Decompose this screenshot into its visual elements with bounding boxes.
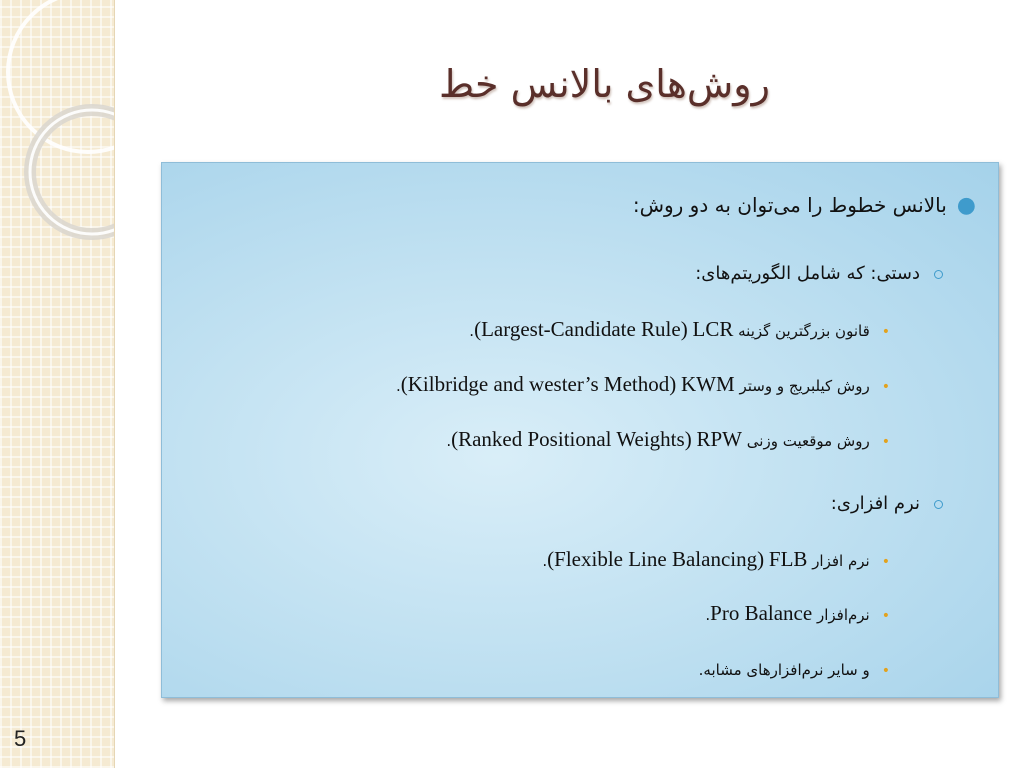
item-en: (Kilbridge and wester’s Method)	[400, 372, 677, 396]
bullet-small-dot-icon: •	[881, 434, 890, 450]
item-abbr: LCR	[692, 317, 734, 341]
level3-item	[542, 547, 890, 572]
item-end: .	[705, 606, 711, 624]
item-fa: نرم‌افزار	[816, 606, 870, 624]
item-end: .	[542, 552, 548, 570]
level1-text: بالانس خطوط را می‌توان به دو روش:	[632, 193, 947, 217]
level3-item	[469, 317, 890, 342]
level2-item-manual	[695, 263, 943, 284]
bullet-ring-icon	[934, 270, 943, 279]
manual-label: دستی: که شامل الگوریتم‌های:	[695, 263, 920, 284]
item-abbr: RPW	[696, 427, 742, 451]
item-fa: روش موقعیت وزنی	[746, 432, 870, 450]
bullet-dot-icon: ●	[956, 193, 976, 218]
content-box	[161, 162, 999, 698]
level3-item	[699, 661, 890, 679]
side-decoration-strip	[0, 0, 115, 768]
deco-ring-large	[8, 0, 114, 152]
item-en: (Largest-Candidate Rule)	[474, 317, 688, 341]
bullet-small-dot-icon: •	[881, 608, 890, 624]
bullet-small-dot-icon: •	[881, 554, 890, 570]
item-abbr: Pro Balance	[710, 601, 813, 625]
item-end: .	[446, 432, 452, 450]
level3-item	[396, 372, 890, 397]
bullet-small-dot-icon: •	[881, 663, 890, 679]
item-fa: نرم افزار	[812, 552, 870, 570]
level3-item	[446, 427, 890, 452]
item-en: (Ranked Positional Weights)	[451, 427, 692, 451]
page-number: 5	[14, 726, 27, 751]
decorative-circles	[0, 0, 114, 768]
slide-title: روش‌های بالانس خط	[438, 62, 770, 106]
level3-item	[705, 601, 890, 626]
level1-item	[633, 193, 976, 218]
software-label: نرم افزاری:	[830, 493, 920, 514]
item-fa: قانون بزرگترین گزینه	[738, 322, 870, 340]
bullet-small-dot-icon: •	[881, 324, 890, 340]
item-fa: و سایر نرم‌افزارهای مشابه.	[698, 661, 870, 679]
item-fa: روش کیلبریج و وستر	[739, 377, 870, 395]
item-abbr: FLB	[768, 547, 808, 571]
level2-item-software	[831, 493, 943, 514]
item-abbr: KWM	[681, 372, 735, 396]
bullet-ring-icon	[934, 500, 943, 509]
deco-ring-small	[30, 110, 114, 234]
bullet-small-dot-icon: •	[881, 379, 890, 395]
item-en: (Flexible Line Balancing)	[547, 547, 765, 571]
item-end: .	[469, 322, 475, 340]
item-end: .	[395, 377, 401, 395]
